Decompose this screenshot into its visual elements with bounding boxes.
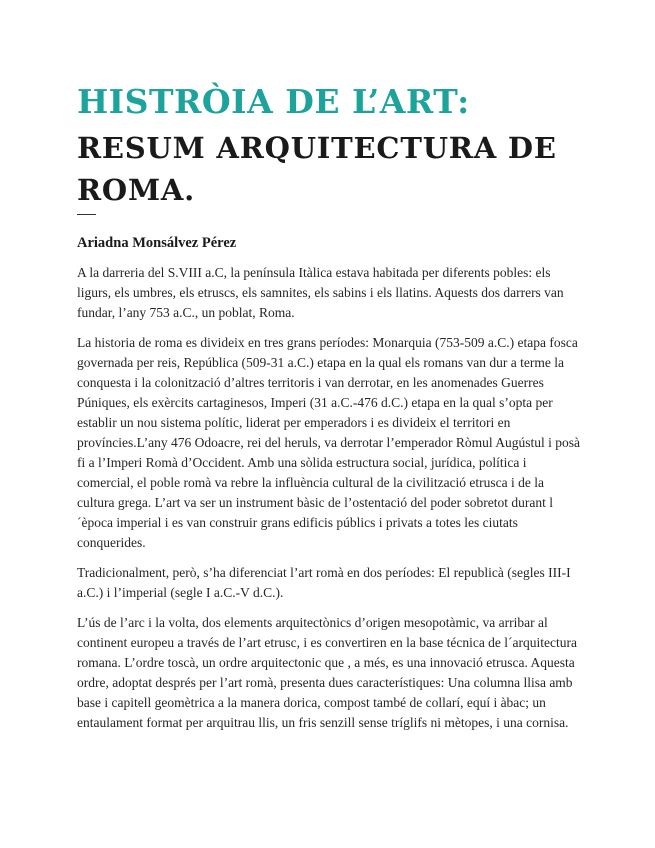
- document-body: [77, 263, 580, 743]
- paragraph: La historia de roma es divideix en tres grans períodes: Monarquia (753-509 a.C.) etapa fosca governada per reis, República (509-31 a.C.) etapa en la qual els romans van dur a terme la conquesta i la colonització d’altres territoris i van derrotar, en les anomenades Guerres Púniques, els exèrcits cartaginesos, Imperi (31 a.C.-476 d.C.) etapa en la qual s’opta per establir un nou sistema polític, liderat per emperadors i es divideix el territori en províncies.L’any 476 Odoacre, rei del heruls, va derrotar l’emperador Ròmul Augústul i posà fi a l’Imperi Romà d’Occident. Amb una sòlida estructura social, jurídica, política i comercial, el poble romà va rebre la influència cultural de la civilització etrusca i de la cultura grega. L’art va ser un instrument bàsic de l’ostentació del poder sobretot durant l´època imperial i es van construir grans edificis públics i privats a totes les ciutats conquerides.: [77, 335, 580, 550]
- paragraph: Tradicionalment, però, s’ha diferenciat l’art romà en dos períodes: El republicà (segles III-I a.C.) i l’imperial (segle I a.C.-V d.C.).: [77, 565, 571, 600]
- author-name: Ariadna Monsálvez Pérez: [77, 235, 237, 251]
- title-accent: HISTRÒIA DE L’ART:: [77, 82, 470, 121]
- title-divider: [77, 214, 96, 215]
- paragraph: A la darreria del S.VIII a.C, la península Itàlica estava habitada per diferents pobles: els ligurs, els umbres, els etruscs, els samnites, els sabins i els llatins. Aquests dos darrers van fundar, l’any 753 a.C., un poblat, Roma.: [77, 265, 564, 320]
- paragraph: L’ús de l’arc i la volta, dos elements arquitectònics d’origen mesopotàmic, va arribar al continent europeu a través de l’art etrusc, i es convertiren en la base técnica de l´arquitectura romana. L’ordre toscà, un ordre arquitectonic que , a més, es una innovació etrusca. Aquesta ordre, adoptat després per l’art romà, presenta dues característiques: Una columna llisa amb base i capitell geomètrica a la manera dorica, compost també de collarí, equí i àbac; un entaulament format per arquitrau llis, un fris senzill sense tríglifs ni mètopes, i una cornisa.: [77, 615, 578, 730]
- page-title: RESUM ARQUITECTURA DE ROMA.: [77, 131, 557, 207]
